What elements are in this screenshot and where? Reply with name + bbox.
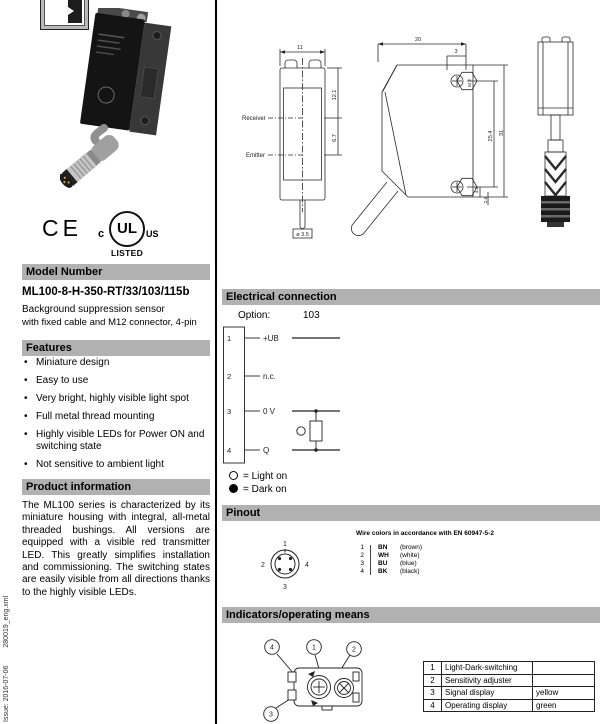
row-value (533, 662, 595, 675)
wire-code: WH (378, 552, 389, 559)
wire-colors-list (352, 544, 422, 576)
wire-code: BK (378, 568, 388, 575)
ul-c-label: c (98, 228, 105, 240)
row-num: 1 (424, 662, 442, 675)
wire-code: BU (378, 560, 388, 567)
document-id: 280019_eng.xml (3, 595, 10, 648)
wire-row (352, 560, 422, 568)
connector-pin-4: 4 (305, 562, 309, 569)
features-header: Features (22, 340, 210, 356)
model-description-1: Background suppression sensor (22, 304, 165, 315)
product-photo (60, 8, 195, 208)
wire-color: (white) (400, 552, 420, 559)
dim-total: 31 (499, 129, 505, 137)
table-row (424, 687, 595, 700)
pin-label: +UB (263, 334, 279, 343)
pinout-header: Pinout (222, 505, 600, 521)
option-value: 103 (303, 310, 320, 321)
label-receiver: Receiver (242, 116, 266, 122)
column-divider (215, 0, 217, 724)
row-label: Operating display (442, 699, 533, 712)
connector-pin-3: 3 (283, 584, 287, 591)
wire-row (352, 568, 422, 576)
dim-cable-diameter: ø 3.5 (296, 232, 309, 238)
row-num: 3 (424, 687, 442, 700)
table-row (424, 699, 595, 712)
dim-b2: 2.6 (483, 196, 488, 204)
feature-item: • Full metal thread mounting (22, 411, 210, 423)
callout-4: 4 (270, 644, 274, 652)
indicators-table (423, 661, 595, 712)
label-emitter: Emitter (246, 153, 266, 159)
model-number-header: Model Number (22, 264, 210, 280)
row-num: 2 (424, 674, 442, 687)
pin-label: Q (263, 446, 270, 455)
ul-mark (98, 211, 159, 261)
wire-num: 4 (360, 568, 364, 575)
dim-side-offset: 3 (454, 49, 458, 55)
ce-mark: CE (42, 215, 82, 241)
feature-item: • Not sensitive to ambient light (22, 459, 210, 471)
wire-colors-note: Wire colors in accordance with EN 60947-5-2 (356, 530, 494, 537)
wire-code: BN (378, 544, 388, 551)
indicators-header: Indicators/operating means (222, 607, 600, 623)
pin-number: 4 (227, 446, 232, 455)
model-description-2: with fixed cable and M12 connector, 4-pin (22, 317, 197, 328)
electrical-header: Electrical connection (222, 289, 600, 305)
option-label: Option: (238, 310, 271, 321)
connector-pinout-diagram (257, 537, 315, 591)
connector-pin-1: 1 (283, 541, 287, 548)
wire-list-divider (370, 545, 371, 575)
ul-listed-label: LISTED (110, 248, 144, 258)
legend-light-on (229, 471, 287, 482)
wire-num: 1 (360, 544, 364, 551)
wiring-diagram (222, 320, 362, 470)
product-info-header: Product information (22, 479, 210, 495)
pin-label: 0 V (263, 407, 276, 416)
dim-front-lower: 6.7 (332, 134, 338, 142)
feature-item: • Miniature design (22, 357, 210, 369)
pin-label: n.c. (263, 372, 276, 381)
row-label: Signal display (442, 687, 533, 700)
dim-b1: 4.1 (474, 186, 479, 194)
callout-2: 2 (352, 646, 356, 654)
pin-number: 3 (227, 407, 232, 416)
features-list (22, 357, 210, 477)
dark-on-symbol (229, 484, 238, 493)
row-label: Sensitivity adjuster (442, 674, 533, 687)
wire-color: (black) (400, 568, 420, 575)
dim-thread: M 3 (467, 79, 472, 87)
table-row (424, 662, 595, 675)
wire-row (352, 552, 422, 560)
table-row (424, 674, 595, 687)
wire-num: 3 (360, 560, 364, 567)
feature-item: • Easy to use (22, 375, 210, 387)
document-side-text (3, 580, 10, 722)
connector-pin-2: 2 (261, 562, 265, 569)
dim-span: 25.4 (488, 130, 494, 142)
pin-number: 1 (227, 334, 232, 343)
row-value (533, 674, 595, 687)
wire-row (352, 544, 422, 552)
ul-circle: UL (109, 211, 145, 247)
ul-us-label: US (146, 229, 159, 239)
dim-front-width: 11 (297, 45, 303, 51)
callout-3: 3 (269, 711, 273, 719)
row-label: Light-Dark-switching (442, 662, 533, 675)
light-on-symbol (229, 471, 238, 480)
wire-color: (brown) (400, 544, 423, 551)
model-number-value: ML100-8-H-350-RT/33/103/115b (22, 286, 190, 298)
row-num: 4 (424, 699, 442, 712)
indicators-diagram (222, 628, 397, 724)
dimension-drawings (222, 0, 600, 288)
feature-item: • Highly visible LEDs for Power ON and switching state (22, 429, 210, 452)
wire-num: 2 (360, 552, 364, 559)
legend-label: = Light on (243, 471, 288, 482)
issue-date: Issue: 2016-07-06 (3, 665, 10, 722)
row-value: yellow (533, 687, 595, 700)
dim-front-upper: 12.1 (332, 89, 338, 101)
dim-side-width: 20 (414, 37, 422, 43)
product-info-text: The ML100 series is characterized by its miniature housing with integral, all-metal threaded bushings. All versions are equipped with a visible red transmitter LED. This greatly simplifies installation and commissioning. The switching states are easily visible from all directions thanks to the highly visible LEDs. (22, 500, 210, 598)
callout-1: 1 (312, 644, 316, 652)
legend-label: = Dark on (243, 484, 287, 495)
legend-dark-on (229, 484, 287, 495)
feature-item: • Very bright, highly visible light spot (22, 393, 210, 405)
row-value: green (533, 699, 595, 712)
wire-color: (blue) (400, 560, 417, 567)
pin-number: 2 (227, 372, 232, 381)
